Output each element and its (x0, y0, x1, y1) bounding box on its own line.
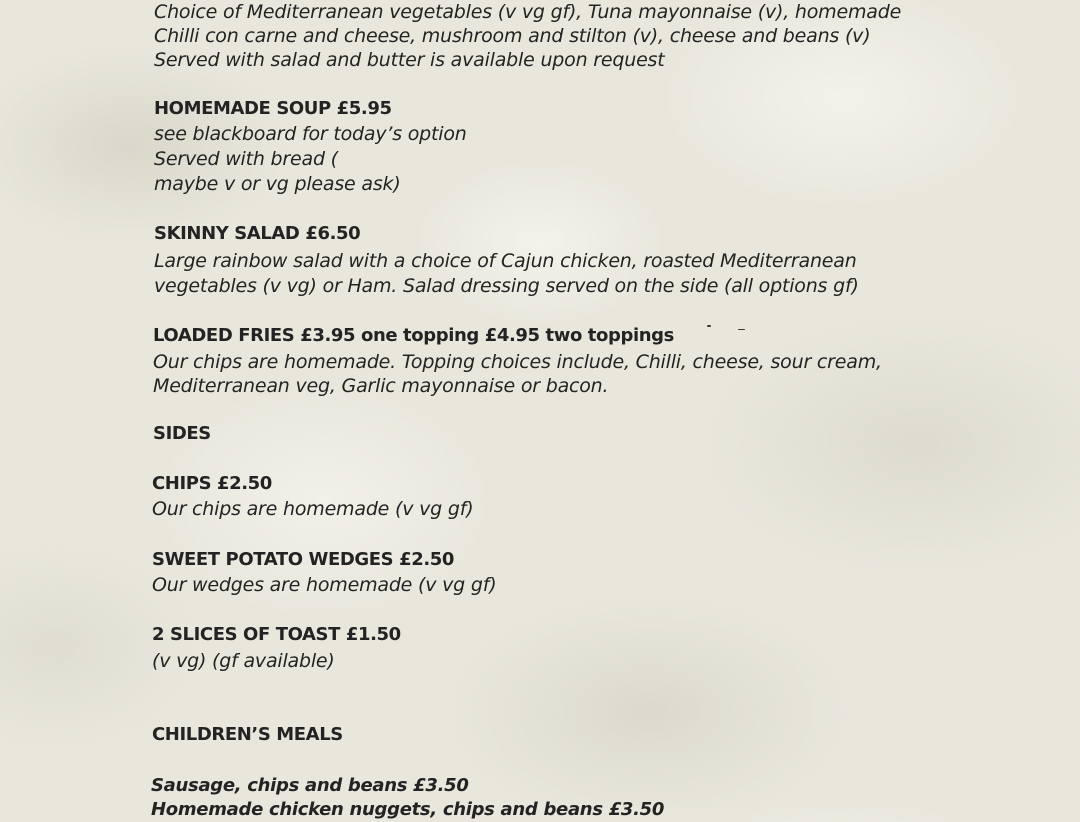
salad-line-1: Large rainbow salad with a choice of Cajun chicken, roasted Mediterranean (154, 250, 857, 272)
wedges-title: SWEET POTATO WEDGES £2.50 (152, 549, 455, 570)
paper-speck (738, 329, 745, 330)
fries-title: LOADED FRIES £3.95 one topping £4.95 two toppings (153, 325, 674, 346)
salad-line-2: vegetables (v vg) or Ham. Salad dressing served on the side (all options gf) (154, 275, 859, 297)
intro-line-3: Served with salad and butter is available upon request (154, 49, 665, 71)
fries-line-2: Mediterranean veg, Garlic mayonnaise or bacon. (153, 375, 609, 397)
toast-title: 2 SLICES OF TOAST £1.50 (152, 624, 401, 645)
chips-line-1: Our chips are homemade (v vg gf) (152, 498, 474, 520)
intro-line-2: Chilli con carne and cheese, mushroom and stilton (v), cheese and beans (v) (154, 25, 871, 47)
children-heading: CHILDREN’S MEALS (152, 724, 343, 745)
soup-title: HOMEMADE SOUP £5.95 (154, 98, 392, 119)
wedges-line-1: Our wedges are homemade (v vg gf) (152, 574, 497, 596)
soup-line-2: Served with bread ( (154, 148, 338, 170)
toast-line-1: (v vg) (gf available) (152, 650, 335, 672)
fries-line-1: Our chips are homemade. Topping choices include, Chilli, cheese, sour cream, (153, 351, 882, 373)
intro-line-1: Choice of Mediterranean vegetables (v vg gf), Tuna mayonnaise (v), homemade (154, 1, 902, 23)
soup-line-1: see blackboard for today’s option (154, 123, 467, 145)
children-item-1: Sausage, chips and beans £3.50 (151, 775, 469, 796)
soup-line-3: maybe v or vg please ask) (154, 173, 401, 195)
paper-speck (707, 325, 711, 327)
chips-title: CHIPS £2.50 (152, 473, 272, 494)
sides-heading: SIDES (153, 423, 211, 444)
children-item-2: Homemade chicken nuggets, chips and beans £3.50 (151, 799, 665, 820)
salad-title: SKINNY SALAD £6.50 (154, 223, 361, 244)
